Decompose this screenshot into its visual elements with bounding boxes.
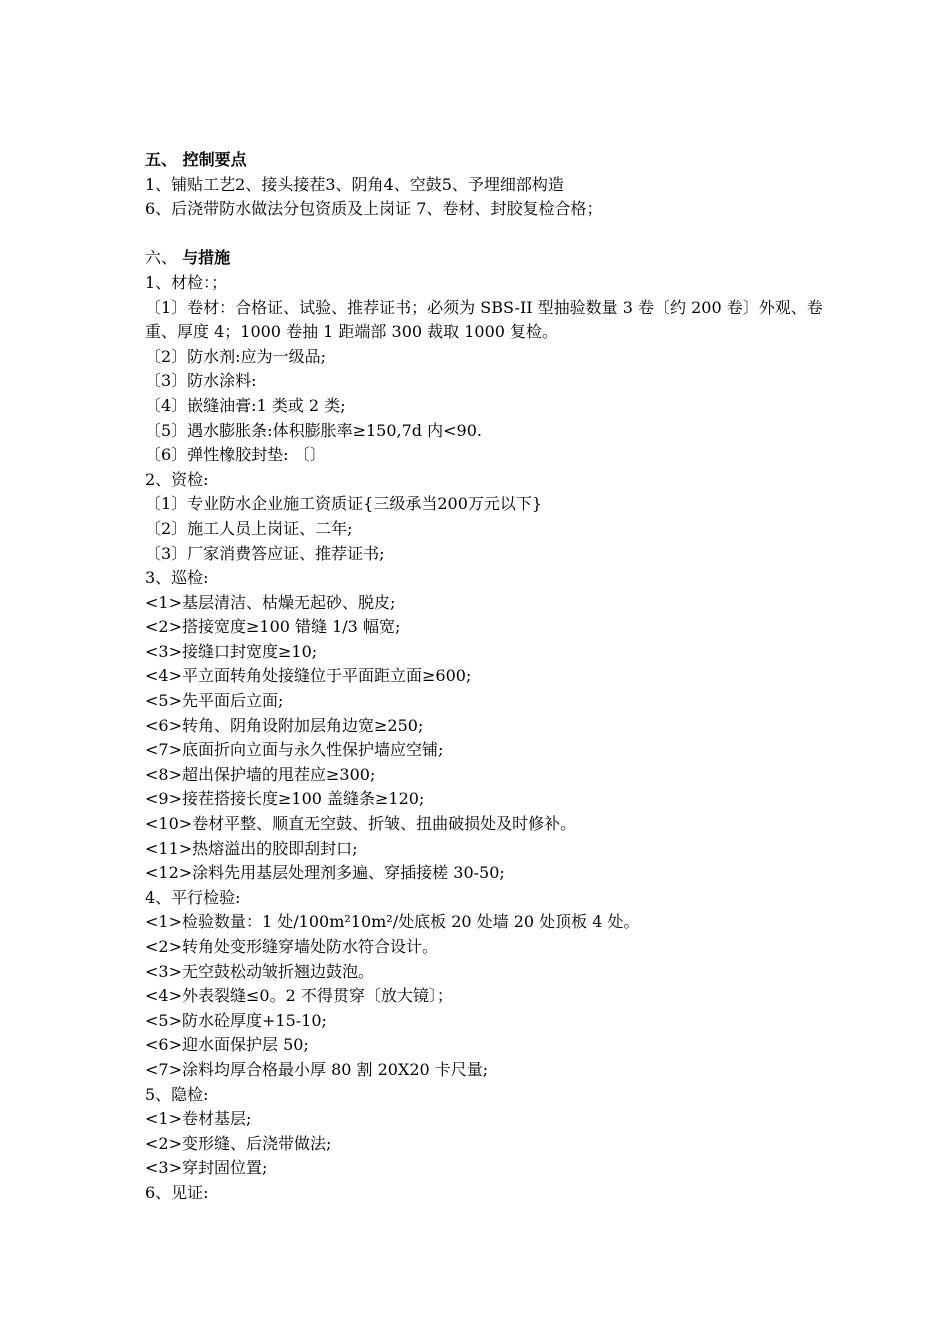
list-item: 〔1〕专业防水企业施工资质证{三级承当200万元以下} bbox=[145, 494, 543, 514]
section-6-heading-prefix: 六、 bbox=[145, 248, 183, 268]
list-item: <7>底面折向立面与永久性保护墙应空铺; bbox=[145, 740, 444, 760]
list-item: 3、巡检: bbox=[145, 568, 209, 588]
section-5-line: 6、后浇带防水做法分包资质及上岗证 7、卷材、封胶复检合格； bbox=[145, 199, 603, 219]
list-item: <1>基层清洁、枯燥无起砂、脱皮; bbox=[145, 592, 396, 612]
section-5-line: 1、铺贴工艺2、接头接茬3、阴角4、空鼓5、予埋细部构造 bbox=[145, 174, 564, 194]
list-item: <2>搭接宽度≥100 错缝 1/3 幅宽; bbox=[145, 617, 401, 637]
list-item: <1>检验数量：1 处/100m²10m²/处底板 20 处墙 20 处顶板 4 处。 bbox=[145, 912, 640, 932]
list-item: <2>转角处变形缝穿墙处防水符合设计。 bbox=[145, 937, 438, 956]
list-item: <11>热熔溢出的胶即刮封口; bbox=[145, 838, 358, 858]
list-item: <2>变形缝、后浇带做法; bbox=[145, 1133, 332, 1153]
section-6-heading-title: 与措施 bbox=[182, 248, 231, 268]
list-item: <3>穿封固位置; bbox=[145, 1158, 268, 1178]
list-item: <4>外表裂缝≤0。2 不得贯穿〔放大镜〕； bbox=[145, 986, 453, 1006]
list-item: 2、资检: bbox=[145, 469, 209, 489]
list-item: <6>迎水面保护层 50; bbox=[145, 1035, 309, 1055]
list-item: 4、平行检验: bbox=[145, 887, 241, 907]
list-item: <7>涂料均厚合格最小厚 80 割 20X20 卡尺量; bbox=[145, 1059, 489, 1079]
list-item-wrapped: 〔1〕卷材：合格证、试验、推荐证书；必须为 SBS-II 型抽验数量 3 卷〔约 200 卷〕外观、卷重、厚度 4；1000 卷抽 1 距端部 300 裁取 1000 复检。 bbox=[145, 297, 823, 342]
list-item: 〔5〕遇水膨胀条:体积膨胀率≥150,7d 内<90. bbox=[145, 420, 482, 440]
list-item: <8>超出保护墙的甩茬应≥300; bbox=[145, 764, 376, 784]
section-5-heading: 五、 控制要点 bbox=[145, 150, 247, 169]
list-item: 6、见证: bbox=[145, 1182, 209, 1202]
list-item: 1、材检：； bbox=[145, 272, 228, 292]
list-item: 5、隐检: bbox=[145, 1084, 209, 1104]
section-6-heading bbox=[145, 246, 825, 271]
list-item: <5>防水砼厚度+15-10; bbox=[145, 1010, 327, 1030]
list-item: <1>卷材基层; bbox=[145, 1109, 252, 1129]
document-page bbox=[145, 148, 825, 1206]
list-item: 〔4〕嵌缝油膏:1 类或 2 类; bbox=[145, 395, 346, 415]
list-item: 〔2〕施工人员上岗证、二年; bbox=[145, 518, 353, 538]
list-item: <12>涂料先用基层处理剂多遍、穿插接槎 30-50; bbox=[145, 863, 505, 883]
list-item: 〔6〕弹性橡胶封垫: 〔〕 bbox=[145, 445, 326, 465]
list-item: <9>接茬搭接长度≥100 盖缝条≥120; bbox=[145, 789, 425, 809]
item-list bbox=[145, 345, 825, 1206]
list-item: <4>平立面转角处接缝位于平面距立面≥600; bbox=[145, 666, 472, 686]
list-item: <5>先平面后立面; bbox=[145, 691, 284, 711]
paragraph-gap bbox=[145, 222, 825, 247]
list-item: 〔3〕防水涂料: bbox=[145, 371, 257, 391]
list-item: <3>接缝口封宽度≥10; bbox=[145, 641, 318, 661]
list-item: <6>转角、阴角设附加层角边宽≥250; bbox=[145, 715, 424, 735]
list-item: 〔2〕防水剂:应为一级品; bbox=[145, 346, 326, 366]
list-item: <10>卷材平整、顺直无空鼓、折皱、扭曲破损处及时修补。 bbox=[145, 814, 577, 834]
list-item: 〔3〕厂家消费答应证、推荐证书; bbox=[145, 543, 385, 563]
list-item: <3>无空鼓松动皱折翘边鼓泡。 bbox=[145, 961, 374, 981]
